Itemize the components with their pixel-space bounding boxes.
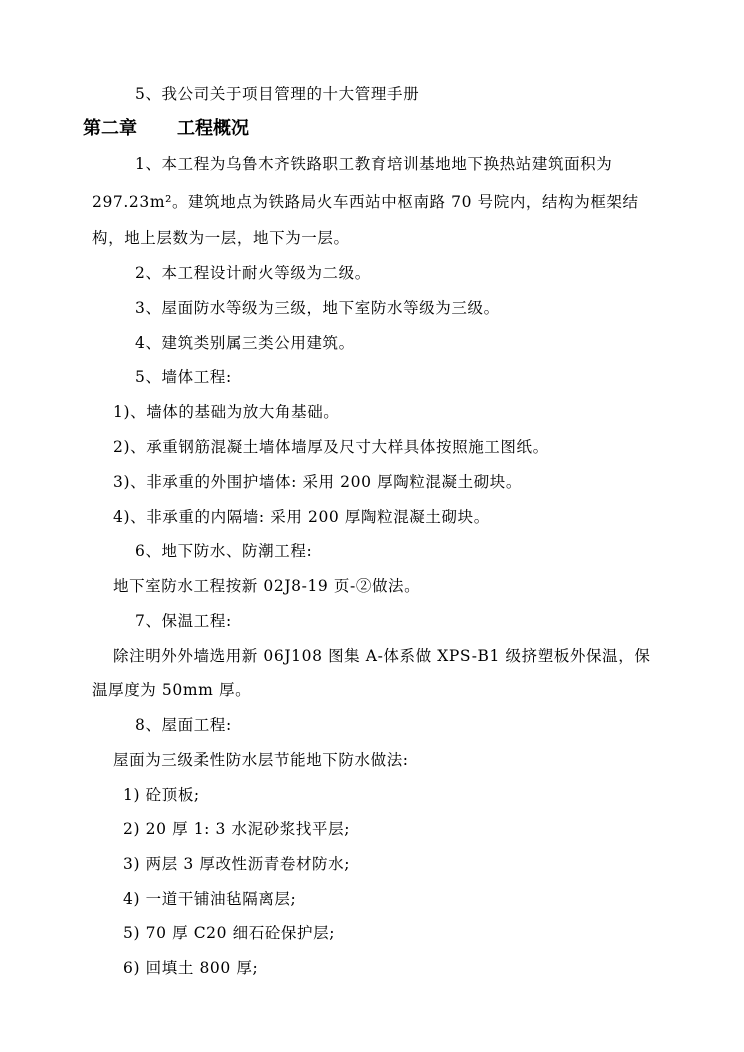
text-line: 1)、墙体的基础为放大角基础。 xyxy=(113,403,340,421)
chapter-title: 工程概况 xyxy=(177,118,249,139)
chapter-heading xyxy=(83,117,249,141)
list-item: 5) 70 厚 C20 细石砼保护层; xyxy=(123,924,336,942)
text-line: 温厚度为 50mm 厚。 xyxy=(92,681,252,699)
text-line: 2、本工程设计耐火等级为二级。 xyxy=(135,264,371,282)
text-line: 5、我公司关于项目管理的十大管理手册 xyxy=(135,85,420,103)
text-line: 构，地上层数为一层，地下为一层。 xyxy=(92,229,350,247)
list-item: 1) 砼顶板; xyxy=(123,786,200,804)
text-line: 297.23m²。建筑地点为铁路局火车西站中枢南路 70 号院内，结构为框架结 xyxy=(92,193,639,211)
text-line: 4、建筑类别属三类公用建筑。 xyxy=(135,334,355,352)
text-line: 2)、承重钢筋混凝土墙体墙厚及尺寸大样具体按照施工图纸。 xyxy=(113,438,549,456)
list-item: 3) 两层 3 厚改性沥青卷材防水; xyxy=(123,855,351,873)
text-line: 除注明外外墙选用新 06J108 图集 A-体系做 XPS-B1 级挤塑板外保温，保 xyxy=(113,647,651,665)
text-line: 1、本工程为乌鲁木齐铁路职工教育培训基地地下换热站建筑面积为 xyxy=(135,155,613,173)
text-line: 3)、非承重的外围护墙体: 采用 200 厚陶粒混凝土砌块。 xyxy=(113,473,522,491)
text-line: 5、墙体工程: xyxy=(135,368,232,386)
text-line: 屋面为三级柔性防水层节能地下防水做法: xyxy=(113,751,409,769)
text-line: 7、保温工程: xyxy=(135,612,232,630)
text-line: 地下室防水工程按新 02J8-19 页-②做法。 xyxy=(113,577,421,595)
text-line: 6、地下防水、防潮工程: xyxy=(135,542,313,560)
text-line: 4)、非承重的内隔墙: 采用 200 厚陶粒混凝土砌块。 xyxy=(113,508,490,526)
list-item: 2) 20 厚 1: 3 水泥砂浆找平层; xyxy=(123,820,351,838)
chapter-number: 第二章 xyxy=(83,118,137,139)
list-item: 4) 一道干铺油毡隔离层; xyxy=(123,890,297,908)
text-line: 3、屋面防水等级为三级，地下室防水等级为三级。 xyxy=(135,299,500,317)
list-item: 6) 回填土 800 厚; xyxy=(123,959,259,977)
text-line: 8、屋面工程: xyxy=(135,716,232,734)
